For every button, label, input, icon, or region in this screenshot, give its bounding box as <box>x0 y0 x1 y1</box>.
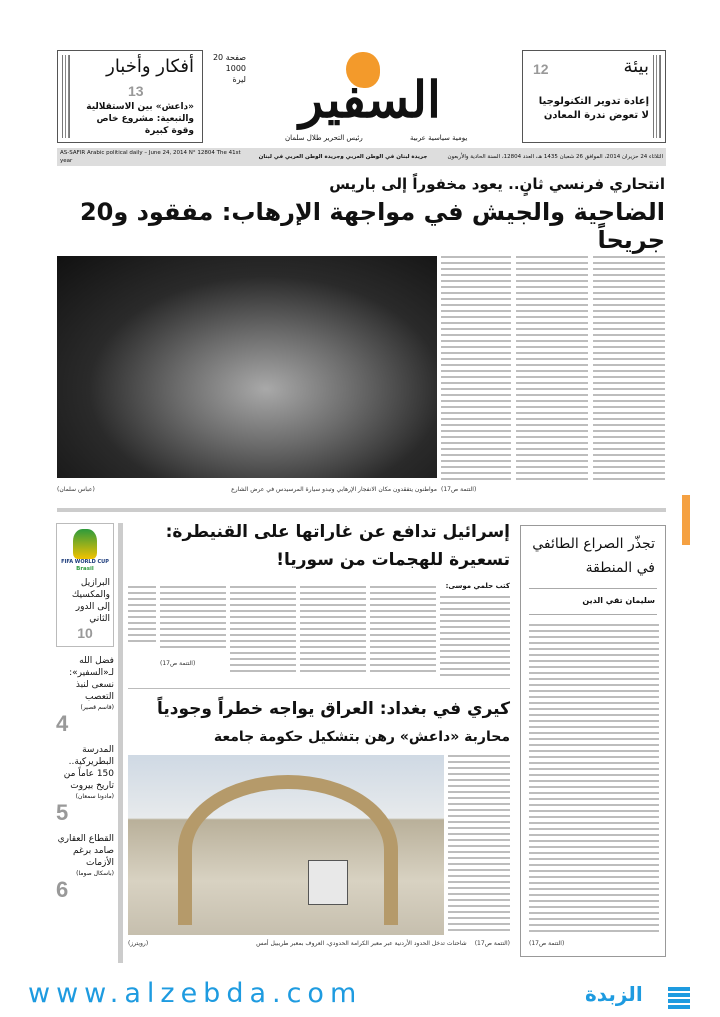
promo-right[interactable] <box>522 50 666 143</box>
lead-body-col <box>593 256 665 482</box>
iraq-caption-row <box>128 940 510 948</box>
opinion-title: تجذّر الصراع الطائفي في المنطقة <box>532 536 655 576</box>
footer-url[interactable]: www.alzebda.com <box>28 978 363 1009</box>
promo-headline: إعادة تدوير التكنولوجيا لا تعوض ندرة المعادن <box>538 96 649 121</box>
continued-link[interactable]: (التتمة ص17) <box>529 940 565 947</box>
sidebar-item[interactable] <box>56 655 114 736</box>
tagline: يومية سياسية عربية <box>410 134 468 142</box>
truck <box>308 860 348 905</box>
footer-brand-logo: الزبدة <box>585 982 643 1006</box>
sidebar-page: 6 <box>56 877 69 902</box>
sidebar-headline: القطاع العقاري صامد برغم الأزمات <box>57 834 114 868</box>
lead-caption-row <box>57 486 437 494</box>
opinion-body <box>529 624 659 934</box>
sidebar-author: (مادونا سمعان) <box>75 793 114 800</box>
opinion-box[interactable] <box>520 525 666 957</box>
israel-body-col <box>128 586 156 646</box>
dateline-english: AS-SAFIR Arabic political daily – June 24, 2014 N° 12804 The 41st year <box>60 150 241 164</box>
continued-link[interactable]: (التتمة ص17) <box>441 486 477 493</box>
promo-left[interactable] <box>57 50 203 143</box>
israel-body-col <box>370 586 436 676</box>
decor-stripes <box>62 55 70 138</box>
opinion-author: سليمان تقي الدين <box>582 596 655 605</box>
divider <box>529 614 657 615</box>
lead-body-col <box>516 256 588 482</box>
worldcup-page: 10 <box>77 625 93 641</box>
footer-logo-lines-icon <box>668 987 690 1011</box>
lead-headline[interactable]: الضاحية والجيش في مواجهة الإرهاب: مفقود و20 جريحاً <box>79 198 665 254</box>
sidebar-author: (قاسم قصير) <box>80 704 114 711</box>
divider <box>128 688 510 689</box>
lead-kicker[interactable]: انتحاري فرنسي ثانٍ.. يعود مخفوراً إلى باريس <box>329 175 665 193</box>
dateline-slogan: جريدة لبنان في الوطن العربي وجريدة الوطن العربي في لبنان <box>258 154 428 160</box>
iraq-caption: شاحنات تدخل الحدود الأردنية عبر معبر الكرامة الحدودي، العروف بمعبر طريبيل أمس <box>256 940 467 947</box>
sidebar-author: (باسكال صوما) <box>76 870 114 877</box>
lead-body-col <box>441 256 511 482</box>
promo-section: بيئة <box>623 56 649 77</box>
photo-credit: (رويترز) <box>128 940 149 947</box>
price: 1000 ليرة <box>225 64 246 84</box>
sidebar-item[interactable] <box>56 833 114 902</box>
worldcup-trophy-icon <box>73 529 97 559</box>
worldcup-logo-sub: Brasil <box>76 566 94 572</box>
israel-body-col <box>440 596 510 676</box>
editor: رئيس التحرير طلال سلمان <box>285 134 363 142</box>
israel-byline: كتب حلمي موسى: <box>445 582 510 590</box>
masthead-title: السفير <box>299 70 441 129</box>
israel-body-col <box>230 586 296 676</box>
sidebar <box>56 523 114 902</box>
orange-accent <box>682 495 690 545</box>
promo-page: 13 <box>128 83 144 99</box>
pages-count: 20 صفحة <box>212 53 246 62</box>
decor-stripes <box>653 55 661 138</box>
lead-caption: مواطنون يتفقدون مكان الانفجار الإرهابي وتبدو سيارة المرسيدس في عرض الشارع <box>231 486 437 493</box>
dateline-bar <box>57 148 666 166</box>
photo-credit: (عباس سلمان) <box>57 486 95 493</box>
sidebar-page: 4 <box>56 711 69 736</box>
dateline-arabic: الثلاثاء 24 حزيران 2014، الموافق 26 شعبان 1435 هـ، العدد 12804، السنة الحادية والأربعون <box>447 154 663 160</box>
divider <box>529 588 657 589</box>
promo-page: 12 <box>533 61 549 77</box>
promo-headline: «داعش» بين الاستقلالية والتبعية: مشروع خاص وقوة كبيرة <box>86 102 194 136</box>
continued-link[interactable]: (التتمة ص17) <box>474 940 510 947</box>
sidebar-item[interactable] <box>56 744 114 825</box>
iraq-photo <box>128 755 444 935</box>
israel-body-col <box>300 586 366 676</box>
issue-info <box>212 52 246 85</box>
lead-photo <box>57 256 437 478</box>
border-arch <box>178 775 398 925</box>
sidebar-page: 5 <box>56 800 69 825</box>
israel-headline-2[interactable]: تسعيرة للهجمات من سوريا! <box>276 550 510 570</box>
continued-link[interactable]: (التتمة ص17) <box>160 660 196 667</box>
israel-headline-1[interactable]: إسرائيل تدافع عن غاراتها على القنيطرة: <box>165 522 510 542</box>
iraq-body-col <box>448 755 510 935</box>
worldcup-logo-text: FIFA WORLD CUP <box>61 559 109 565</box>
worldcup-box[interactable] <box>56 523 114 647</box>
iraq-headline[interactable]: كيري في بغداد: العراق يواجه خطراً وجودياً <box>157 699 510 719</box>
column-rule <box>118 523 123 963</box>
israel-body-col <box>160 586 226 652</box>
sidebar-headline: المدرسة البطريركية.. 150 عاماً من تاريخ بيروت <box>63 745 114 791</box>
promo-section: أفكار وأخبار <box>106 56 194 77</box>
worldcup-headline: البرازيل والمكسيك إلى الدور الثاني <box>71 578 110 624</box>
divider <box>57 508 666 512</box>
sidebar-headline: فضل الله لـ«السفير»: نسعى لنبذ التعصب <box>69 656 114 702</box>
iraq-subhead[interactable]: محاربة «داعش» رهن بتشكيل حكومة جامعة <box>213 729 510 745</box>
